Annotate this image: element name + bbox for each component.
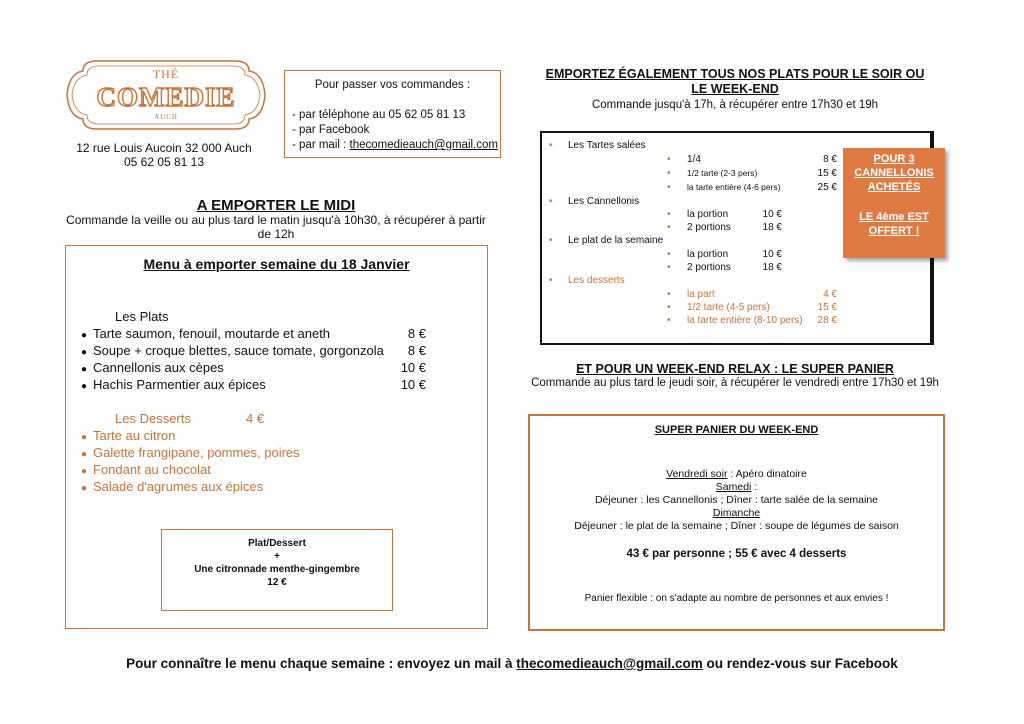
dish-name: Cannellonis aux cèpes [93, 360, 224, 375]
order-info-title: Pour passer vos commandes : [314, 79, 471, 91]
item-price: 10 € [762, 249, 782, 260]
category-desserts [549, 275, 625, 286]
price-item [667, 289, 837, 300]
dish-name: Tarte saumon, fenouil, moutarde et aneth [93, 326, 331, 341]
relax-subtitle: Commande au plus tard le jeudi soir, à récupérer le vendredi entre 17h30 et 19h [531, 377, 939, 389]
midi-subtitle: Commande la veille ou au plus tard le matin jusqu'à 10h30, à récupérer à partir de 12h [66, 213, 486, 241]
soir-title [540, 67, 930, 97]
item-name: la portion [687, 209, 729, 220]
promo-line4: LE 4ème EST [859, 211, 929, 223]
panier-vendredi-label: Vendredi soir [666, 468, 728, 480]
dish-name: Hachis Parmentier aux épices [93, 377, 266, 392]
menu-title: Menu à emporter semaine du 18 Janvier [143, 256, 410, 272]
item-price: 18 € [762, 262, 782, 273]
promo-line2: CANNELLONIS [854, 167, 934, 179]
panier-vendredi [530, 468, 943, 480]
dessert-name: Tarte au citron [93, 428, 176, 443]
desserts-price: 4 € [246, 411, 265, 426]
address-phone: 05 62 05 81 13 [123, 155, 205, 169]
panier-flex: Panier flexible : on s'adapte au nombre de personnes et aux envies ! [584, 593, 889, 604]
category-label: Les desserts [568, 275, 625, 286]
formula-price: 12 € [267, 577, 287, 588]
dish-price: 8 € [407, 343, 426, 358]
item-price: 4 € [823, 289, 837, 300]
dessert-item [81, 462, 426, 477]
bullet-icon: • [549, 196, 553, 207]
bullet-icon: • [667, 222, 671, 233]
relax-title: ET POUR UN WEEK-END RELAX : LE SUPER PANIER [576, 362, 894, 376]
formula-line2: Une citronnade menthe-gingembre [194, 564, 360, 575]
price-item [667, 168, 837, 179]
item-name: 1/4 [687, 154, 701, 165]
logo-name: COMEDIE [96, 82, 236, 112]
item-price: 15 € [817, 302, 837, 313]
dessert-item [81, 445, 426, 460]
footer-prefix: Pour connaître le menu chaque semaine : envoyez un mail à [126, 656, 517, 671]
panier-dimanche-text: Déjeuner : le plat de la semaine ; Dîner : soupe de légumes de saison [574, 520, 899, 532]
dessert-name: Fondant au chocolat [93, 462, 211, 477]
order-info-box [284, 70, 501, 158]
bullet-icon: ● [81, 330, 88, 341]
bullet-icon: ● [81, 347, 88, 358]
dish-item [81, 326, 426, 341]
soir-title-line1: EMPORTEZ ÉGALEMENT TOUS NOS PLATS POUR LE SOIR OU [545, 67, 925, 81]
plats-label: Les Plats [115, 309, 169, 324]
dessert-name: Salade d'agrumes aux épices [93, 479, 264, 494]
price-item [667, 209, 782, 220]
bullet-icon: • [549, 235, 553, 246]
bullet-icon: ● [81, 466, 88, 477]
bullet-icon: ● [81, 449, 88, 460]
bullet-icon: • [549, 275, 553, 286]
promo-badge [843, 148, 945, 258]
panier-price: 43 € par personne ; 55 € avec 4 desserts [626, 548, 847, 560]
panier-title: SUPER PANIER DU WEEK-END [654, 424, 819, 436]
formula-box [161, 529, 393, 611]
bullet-icon: • [667, 182, 671, 193]
order-facebook: - par Facebook [292, 124, 370, 136]
category-label: Les Tartes salées [568, 140, 646, 151]
item-name: la tarte entière (4-6 pers) [687, 182, 781, 192]
promo-line3: ACHETÉS [867, 181, 921, 193]
panier-samedi-text: Déjeuner : les Cannellonis ; Dîner : tarte salée de la semaine [594, 494, 879, 506]
panier-samedi [530, 481, 943, 493]
promo-line5: OFFERT ! [868, 225, 920, 237]
item-price: 8 € [823, 154, 837, 165]
price-item [667, 154, 837, 165]
price-item [667, 262, 782, 273]
bullet-icon: • [667, 262, 671, 273]
item-price: 25 € [817, 182, 837, 193]
bullet-icon: • [667, 289, 671, 300]
dessert-name: Galette frangipane, pommes, poires [93, 445, 300, 460]
item-price: 10 € [762, 209, 782, 220]
item-name: la portion [687, 249, 729, 260]
order-mail-line [292, 138, 498, 153]
item-name: la tarte entière (8-10 pers) [687, 315, 803, 326]
bullet-icon: • [667, 168, 671, 179]
panier-vendredi-text: : Apéro dinatoire [727, 468, 807, 480]
dish-item [81, 377, 426, 392]
footer-mail-link[interactable]: thecomedieauch@gmail.com [516, 656, 703, 671]
item-name: 1/2 tarte (2-3 pers) [687, 168, 758, 178]
desserts-label: Les Desserts [115, 411, 191, 426]
order-phone: - par téléphone au 05 62 05 81 13 [292, 109, 466, 121]
address-street: 12 rue Louis Aucoin 32 000 Auch [76, 141, 252, 155]
price-item [667, 182, 837, 193]
soir-subtitle: Commande jusqu'à 17h, à récupérer entre 17h30 et 19h [591, 99, 879, 111]
item-price: 15 € [817, 168, 837, 179]
bullet-icon: • [549, 140, 553, 151]
category-label: Les Cannellonis [568, 196, 640, 207]
bullet-icon: ● [81, 381, 88, 392]
dish-price: 10 € [400, 360, 426, 375]
dessert-item [81, 428, 426, 443]
item-name: 2 portions [687, 222, 731, 233]
bullet-icon: • [667, 154, 671, 165]
bullet-icon: • [667, 209, 671, 220]
dish-price: 10 € [400, 377, 426, 392]
bullet-icon: ● [81, 432, 88, 443]
soir-title-line2: LE WEEK-END [691, 82, 779, 96]
midi-title: A EMPORTER LE MIDI [196, 197, 356, 214]
panier-dimanche-label: Dimanche [712, 507, 761, 519]
logo [63, 57, 269, 133]
dish-item [81, 343, 426, 358]
panier-samedi-suffix: : [751, 481, 758, 493]
dish-item [81, 360, 426, 375]
dish-name: Soupe + croque blettes, sauce tomate, gorgonzola [93, 343, 384, 358]
item-name: la part [687, 289, 715, 300]
order-mail-prefix: - par mail : [292, 139, 350, 151]
formula-plus: + [274, 551, 280, 562]
item-price: 18 € [762, 222, 782, 233]
price-item [667, 315, 837, 326]
bullet-icon: ● [81, 483, 88, 494]
promo-line1: POUR 3 [873, 153, 915, 165]
dish-price: 8 € [407, 326, 426, 341]
weekly-menu-box [65, 245, 488, 629]
category-label: Le plat de la semaine [568, 235, 664, 246]
order-mail-link[interactable]: thecomedieauch@gmail.com [349, 139, 498, 151]
price-item [667, 302, 837, 313]
panier-dimanche [530, 507, 943, 519]
logo-the: THÉ [152, 67, 180, 81]
formula-line1: Plat/Dessert [248, 538, 306, 549]
category-tartes [549, 140, 646, 151]
bullet-icon: • [667, 249, 671, 260]
item-name: 1/2 tarte (4-5 pers) [687, 302, 770, 313]
dessert-item [81, 479, 426, 494]
bullet-icon: • [667, 315, 671, 326]
panier-samedi-label: Samedi [715, 481, 752, 493]
footer [0, 656, 1024, 671]
address-block [64, 141, 264, 169]
bullet-icon: • [667, 302, 671, 313]
category-cannellonis [549, 196, 640, 207]
item-price: 28 € [817, 315, 837, 326]
category-plat [549, 235, 664, 246]
bullet-icon: ● [81, 364, 88, 375]
logo-city: AUCH [154, 113, 178, 121]
price-item [667, 222, 782, 233]
footer-suffix: ou rendez-vous sur Facebook [702, 656, 898, 671]
price-item [667, 249, 782, 260]
super-panier-box [528, 414, 945, 631]
item-name: 2 portions [687, 262, 731, 273]
